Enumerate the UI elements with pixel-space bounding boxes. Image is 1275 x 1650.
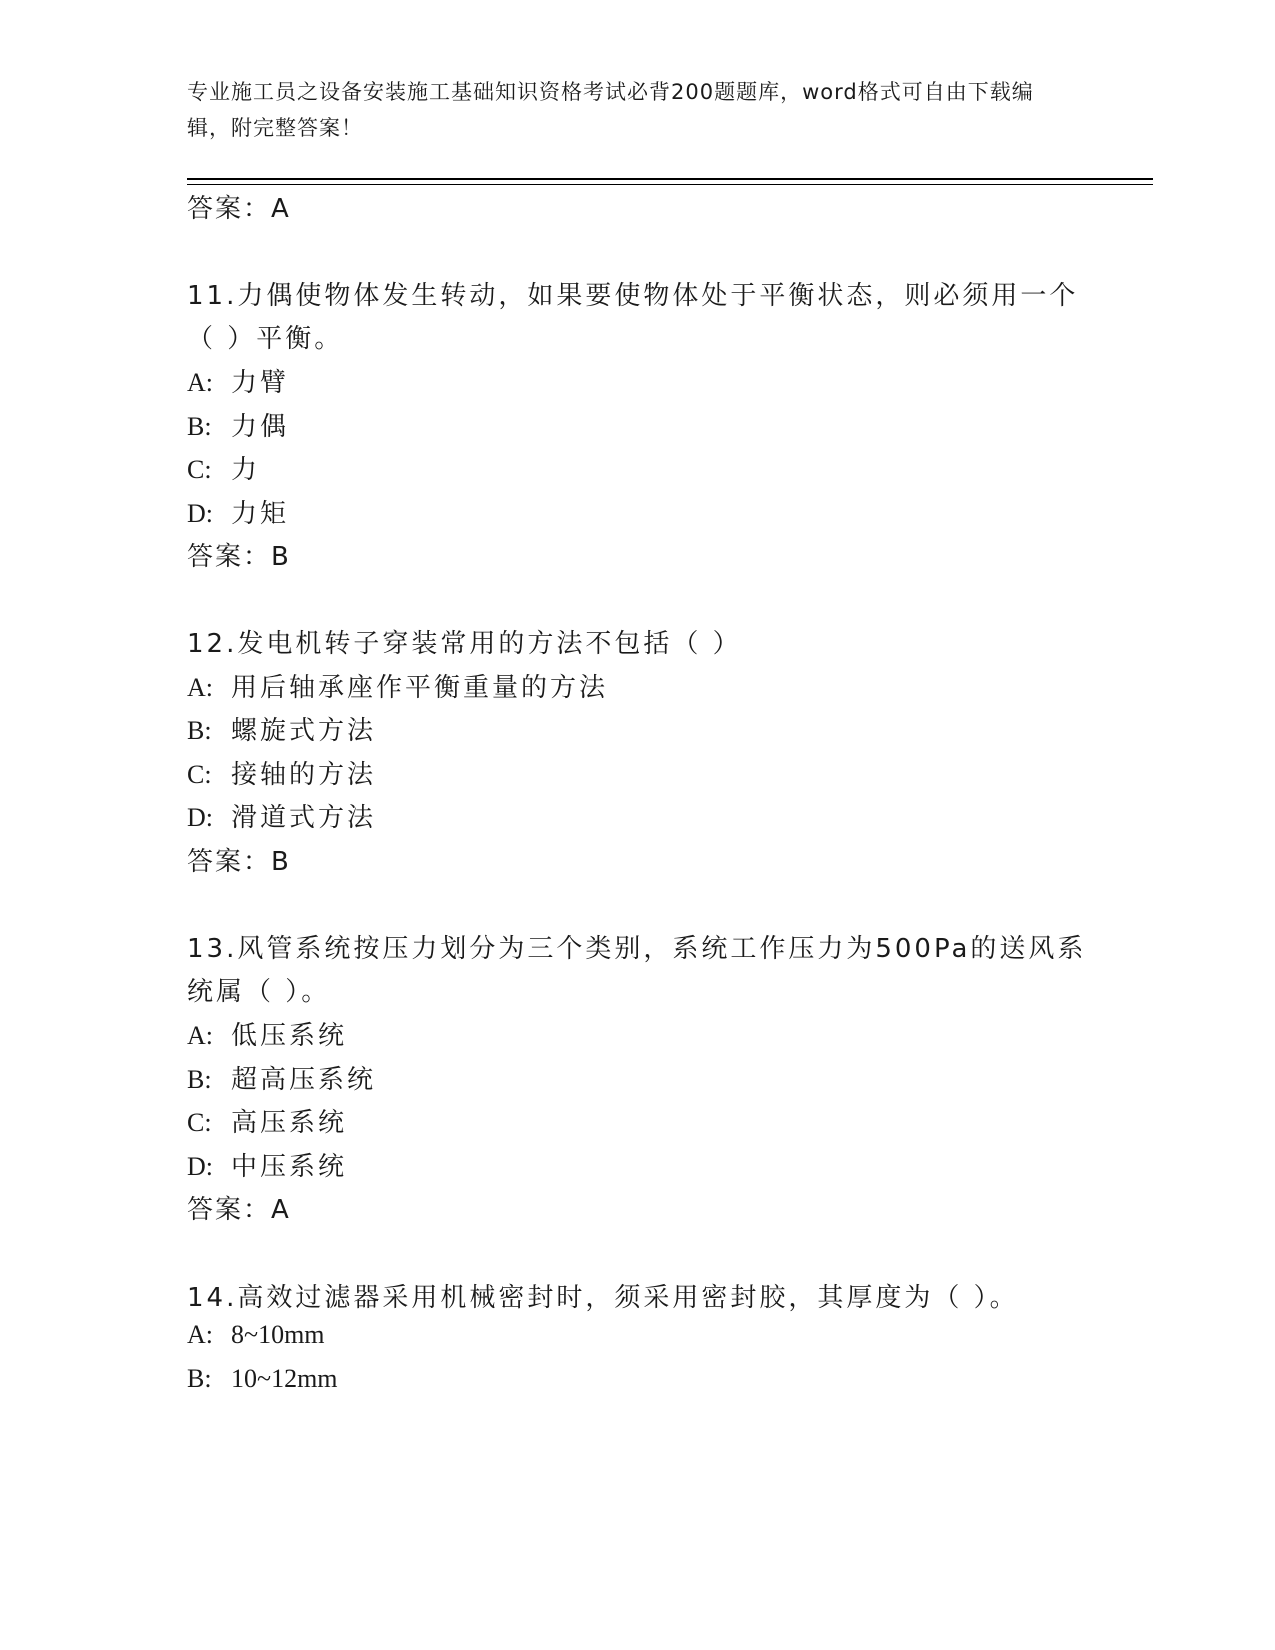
option-text: 超高压系统 <box>231 1065 377 1095</box>
option-letter: A: <box>187 1021 213 1050</box>
option-item <box>187 1015 347 1052</box>
option-letter: C: <box>187 760 212 789</box>
question-text: 11.力偶使物体发生转动，如果要使物体处于平衡状态，则必须用一个 <box>187 281 1079 311</box>
question-text-continued: 统属（ ）。 <box>187 977 331 1007</box>
option-item <box>187 667 608 704</box>
option-text: 力矩 <box>231 499 290 529</box>
option-letter: B: <box>187 716 212 745</box>
option-letter: A: <box>187 673 213 702</box>
option-text: 用后轴承座作平衡重量的方法 <box>231 673 609 703</box>
option-item <box>187 1320 325 1350</box>
option-text: 滑道式方法 <box>231 803 377 833</box>
option-letter: D: <box>187 1152 213 1181</box>
option-item <box>187 449 260 486</box>
question-text: 13.风管系统按压力划分为三个类别，系统工作压力为500Pa的送风系 <box>187 934 1087 964</box>
option-text: 低压系统 <box>231 1021 348 1051</box>
option-text: 8~10mm <box>231 1320 325 1349</box>
option-text: 力 <box>231 455 261 485</box>
option-letter: D: <box>187 499 213 528</box>
answer-line: 答案：A <box>187 1195 291 1225</box>
option-letter: B: <box>187 412 212 441</box>
option-text: 力偶 <box>231 412 290 442</box>
option-letter: A: <box>187 368 213 397</box>
option-text: 接轴的方法 <box>231 760 377 790</box>
option-item <box>187 1146 347 1183</box>
option-item <box>187 710 376 747</box>
option-item <box>187 362 289 399</box>
option-text: 10~12mm <box>231 1364 338 1393</box>
question-text: 14.高效过滤器采用机械密封时，须采用密封胶，其厚度为（ ）。 <box>187 1283 1019 1313</box>
option-item <box>187 1364 338 1394</box>
option-text: 力臂 <box>231 368 290 398</box>
question-text-continued: （ ）平衡。 <box>187 324 344 354</box>
option-item <box>187 493 289 530</box>
option-letter: C: <box>187 455 212 484</box>
option-text: 高压系统 <box>231 1108 348 1138</box>
option-item <box>187 1102 347 1139</box>
option-letter: C: <box>187 1108 212 1137</box>
option-letter: A: <box>187 1320 213 1349</box>
answer-line: 答案：B <box>187 847 291 877</box>
option-item <box>187 1059 376 1096</box>
answer-line: 答案：A <box>187 194 291 224</box>
option-text: 中压系统 <box>231 1152 348 1182</box>
option-item <box>187 754 376 791</box>
header-rule-thin <box>187 184 1153 185</box>
option-item <box>187 406 289 443</box>
header-rule-thick <box>187 178 1153 180</box>
option-letter: B: <box>187 1065 212 1094</box>
option-item <box>187 797 376 834</box>
question-text: 12.发电机转子穿装常用的方法不包括（ ） <box>187 629 742 659</box>
option-letter: D: <box>187 803 213 832</box>
answer-line: 答案：B <box>187 542 291 572</box>
document-header: 专业施工员之设备安装施工基础知识资格考试必背200题题库，word格式可自由下载编辑，附完整答案！ <box>187 80 1034 140</box>
option-text: 螺旋式方法 <box>231 716 377 746</box>
option-letter: B: <box>187 1364 212 1393</box>
